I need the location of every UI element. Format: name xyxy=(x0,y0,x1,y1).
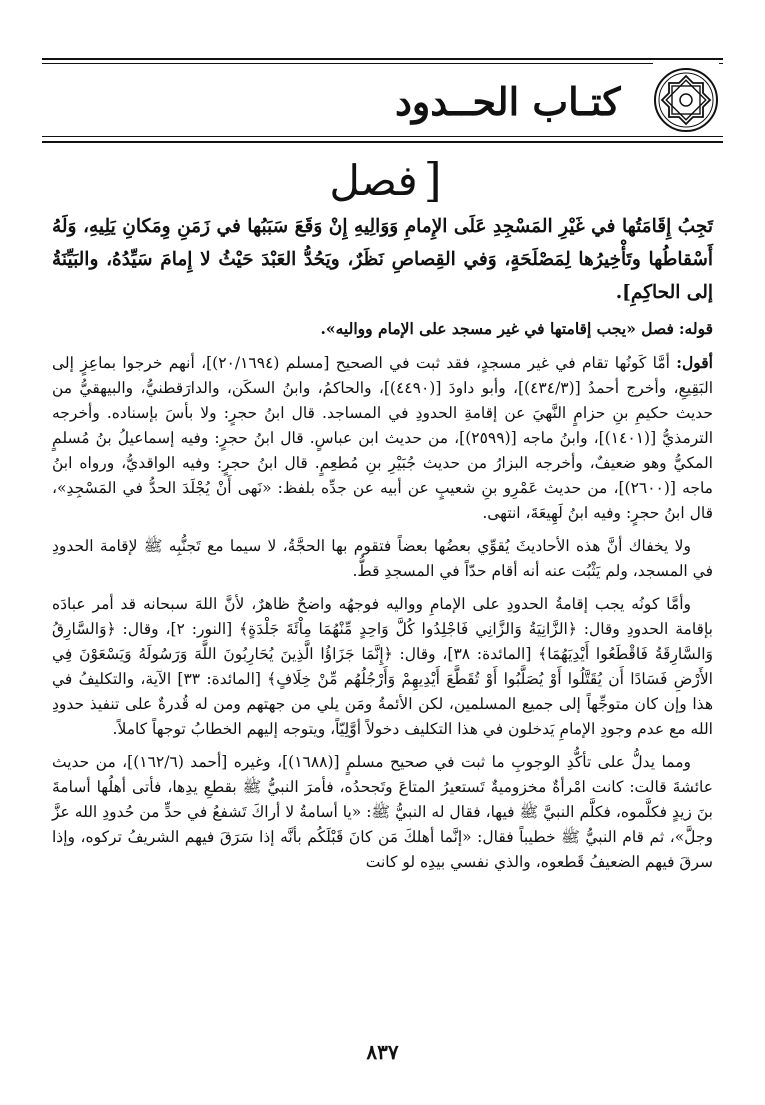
commentary xyxy=(52,316,713,875)
commentary-paragraph xyxy=(52,534,713,584)
header-rule-top-thin xyxy=(42,63,723,64)
header-rule-bottom-thin xyxy=(42,136,723,137)
paragraph-lead: قوله: xyxy=(678,319,713,338)
commentary-paragraph xyxy=(52,592,713,742)
paragraph-text: فصل «يجب إقامتها في غير مسجد على الإمام وواليه». xyxy=(320,319,674,338)
commentary-paragraph xyxy=(52,316,713,342)
section-heading xyxy=(300,150,465,210)
paragraph-text: ولا يخفاك أنَّ هذه الأحاديثَ يُقوِّي بعضُها بعضاً فتقوم بها الحجَّةُ، لا سيما مع تَجنُّبِه ﷺ لإقامة الحدودِ في المسجد، ولم يَثْبُت عنه أنه أقام حدّاً في المسجدِ قطُّ. xyxy=(52,537,713,580)
paragraph-text: أمَّا كَونُها تقام في غير مسجدٍ، فقد ثبت في الصحيح [مسلم (٢٠/١٦٩٤)]، أنهم خرجوا بماعِزٍ إلى البَقِيعِ، وأخرج أحمدُ [(٤٣٤/٣)]، وأبو داودَ [(٤٤٩٠)]، والحاكمُ، وابنُ السكَن، والدارَقطنيُّ، والبيهقيُّ من حديث حكيمِ بنِ حزامٍ النَّهيَ عن إقامةِ الحدودِ في المساجد. قال ابنُ حجرٍ: ولا بأسَ بإسناده. وأخرجه الترمذيُّ [(١٤٠١)]، وابنُ ماجه [(٢٥٩٩)]، من حديث ابن عباسٍ. قال ابنُ حجرٍ: وفيه إسماعيلُ بنُ مُسلمٍ المكيُّ وهو ضعيفٌ، وأخرجه البزارُ من حديث جُبَيْرِ بنِ مُطعِمٍ. قال ابنُ حجرٍ: وفيه الواقديُّ، ورواه ابنُ ماجه [(٢٦٠٠)]، من حديث عَمْرِو بنِ شعيبٍ عن أبيه عن جدِّه بلفظ: «نَهى أَنْ يُجْلَدَ الحدُّ في المَسْجِدِ»، قال ابنُ حجرٍ: وفيه ابنُ لَهِيعَةَ، انتهى. xyxy=(52,354,713,522)
header-rule-bottom xyxy=(42,141,723,143)
paragraph-text: ومما يدلُّ على تأكُّدِ الوجوبِ ما ثبت في صحيح مسلمٍ [(١٦٨٨)]، وغيره [أحمد (١٦٢/٦)]، من حديث عائشةَ قالت: كانت امْرأةٌ مخزوميةٌ تَستعيرُ المتاعَ وتَجحدُه، فأمرَ النبيُّ ﷺ بقطعِ يدِها، فأتى أهلُها أسامةَ بنَ زيدٍ فكلَّموه، فكلَّم النبيَّ ﷺ فيها، فقال له النبيُّ ﷺ: «يا أسامةُ لا أراكَ تَشفعُ في حدٍّ من حُدودِ الله عزَّ وجلَّ»، ثم قام النبيُّ ﷺ خطيباً فقال: «إنَّما أهلكَ مَن كانَ قَبْلَكُم بأنَّه إذا سَرَقَ فيهم الشريفُ تركوه، وإذا سرقَ فيهم الضعيفُ قَطعوه، والذي نفسي بيدِه لو كانت xyxy=(52,753,713,871)
section-heading-text: فصل xyxy=(329,155,418,205)
octagonal-star-ornament-icon xyxy=(649,62,723,138)
matn-text: تَجِبُ إِقَامَتُها في غَيْرِ المَسْجِدِ عَلَى الإِمامِ وَوَالِيهِ إِنْ وَقَعَ سَبَبُها في زَمَنِ وِمَكانِ يَلِيهِ، وَلَهُ أَسْقاطُها وتَأْخِيرُها لِمَصْلَحَةٍ، وَفي القِصاصِ نَظَرٌ، ويَحُدُّ العَبْدَ حَيْثُ لا إِمامَ سَيِّدُهُ، والبَيِّنَةُ إلى الحاكِمِ]. xyxy=(52,216,713,303)
paragraph-lead: أقول: xyxy=(676,353,713,372)
paragraph-text: وأمَّا كونُه يجب إقامةُ الحدودِ على الإمامِ وواليه فوجهُه واضحٌ ظاهرٌ، لأنَّ اللهَ سبحانه قد أمر عبادَه بإقامة الحدودِ وقال: ﴿الزَّانِيَةُ وَالزَّانِي فَاجْلِدُوا كُلَّ وَاحِدٍ مِّنْهُمَا مِاْئَةَ جَلْدَةٍ﴾ [النور: ٢]، وقال: ﴿وَالسَّارِقُ وَالسَّارِقَةُ فَاقْطَعُوا أَيْدِيَهُمَا﴾ [المائدة: ٣٨]، وقال: ﴿إِنَّمَا جَزَاؤُا الَّذِينَ يُحَارِبُونَ اللَّهَ وَرَسُولَهُ وَيَسْعَوْنَ فِي الأَرْضِ فَسَادًا أَن يُقَتَّلُوا أَوْ يُصَلَّبُوا أَوْ تُقَطَّعَ أَيْدِيهِمْ وَأَرْجُلُهُم مِّنْ خِلَافٍ﴾ [المائدة: ٣٣] الآية، والتكليفُ في هذا وإن كان متوجِّهاً إلى جميع المسلمين، لكن الأئمةُ ومَن يلي من جهتهم ومن له قُدرةٌ على تنفيذ حدودِ الله مع عدم وجودِ الإمامِ يَدخلون في هذا التكليف دخولاً أوَّلِيّاً، ويتوجه إليهم الخطابُ توجهاً كاملاً. xyxy=(52,595,713,738)
bracket-open-glyph: [ xyxy=(423,153,442,207)
header-rule-top xyxy=(42,58,723,60)
commentary-paragraph xyxy=(52,750,713,875)
commentary-paragraph xyxy=(52,350,713,526)
page-number: ٨٣٧ xyxy=(366,1040,399,1064)
book-title: كتـاب الحــدود xyxy=(395,78,621,124)
